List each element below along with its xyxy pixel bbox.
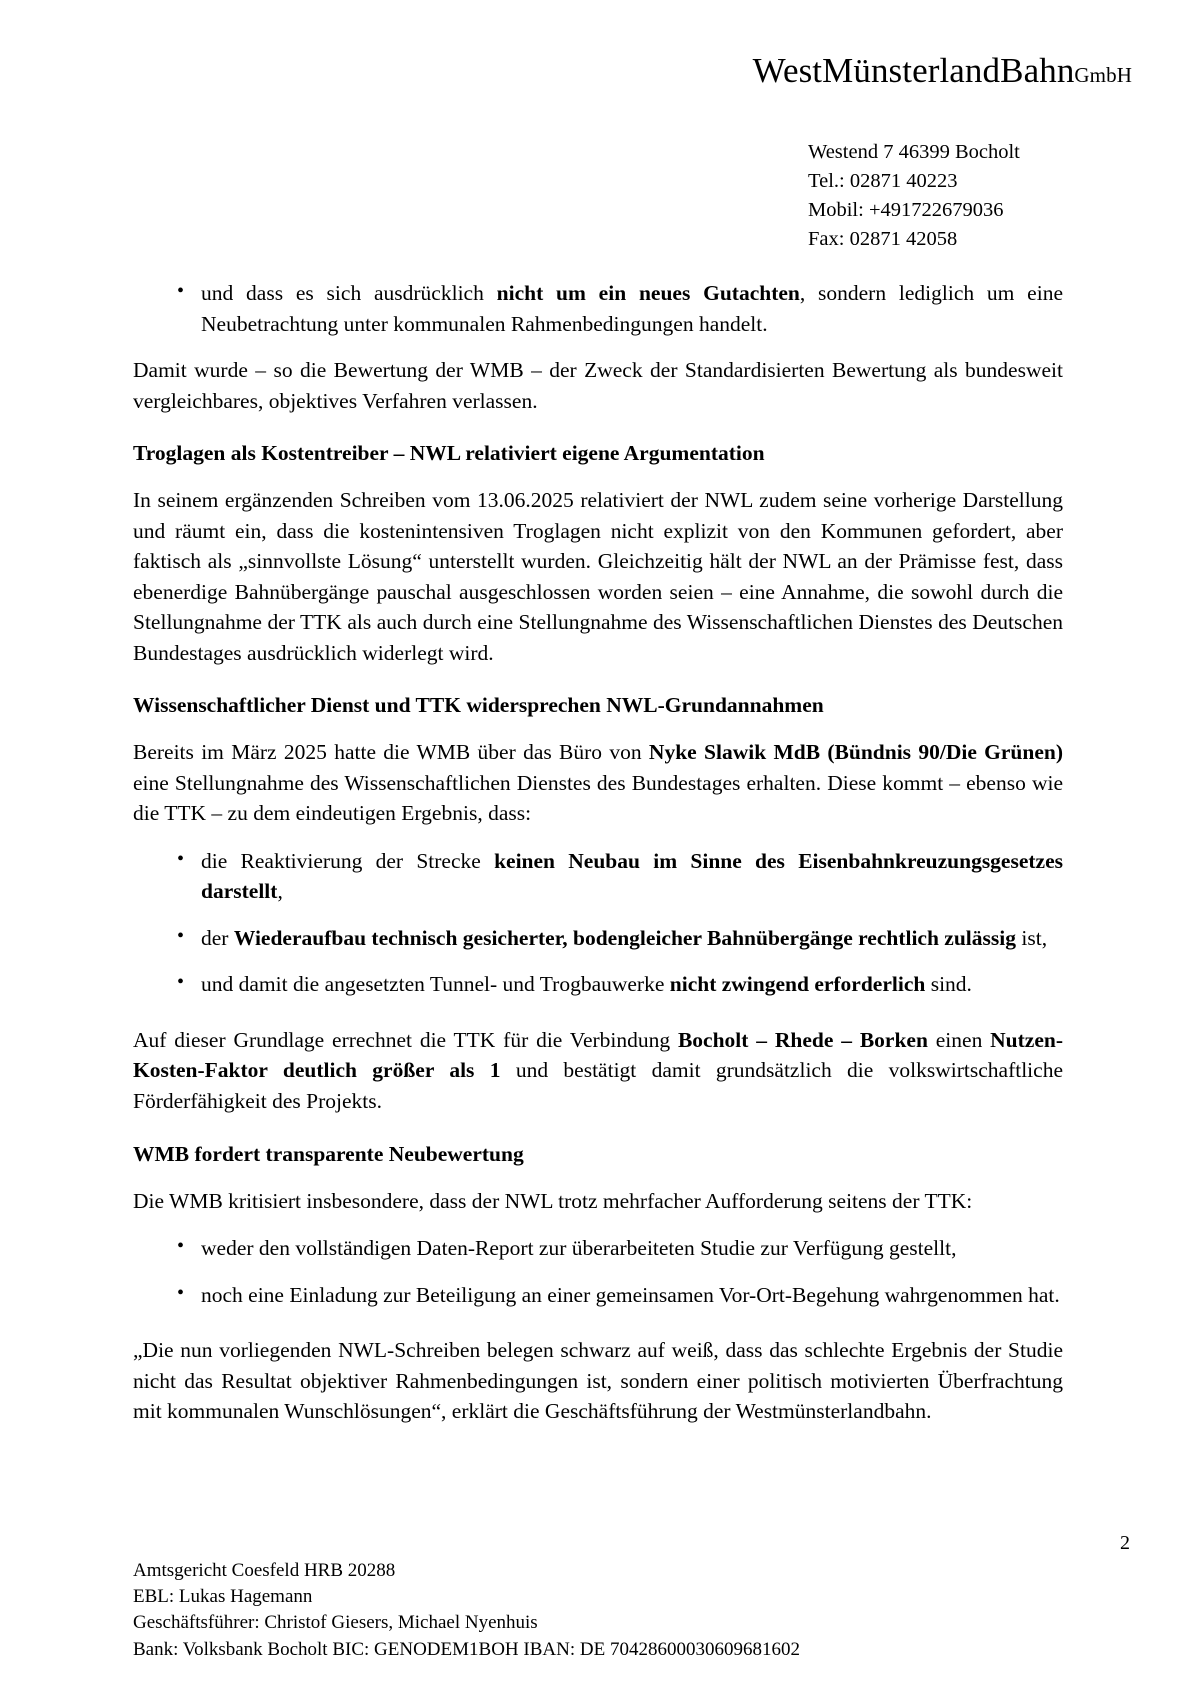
heading-wissenschaftlicher-dienst: Wissenschaftlicher Dienst und TTK widersprechen NWL-Grundannahmen bbox=[133, 693, 824, 718]
heading-troglagen: Troglagen als Kostentreiber – NWL relativiert eigene Argumentation bbox=[133, 441, 765, 466]
company-name-text: WestMünsterlandBahn bbox=[752, 51, 1075, 90]
footer bbox=[133, 1558, 800, 1663]
contact-fax: Fax: 02871 42058 bbox=[808, 228, 958, 251]
paragraph-bereits-lead: Bereits im März 2025 hatte die WMB über das Büro von bbox=[133, 740, 649, 765]
footer-management: Geschäftsführer: Christof Giesers, Michael Nyenhuis bbox=[133, 1612, 538, 1634]
document-body bbox=[133, 278, 1063, 1427]
list-item bbox=[185, 278, 1063, 339]
bullet-list-top bbox=[133, 278, 1063, 339]
ergebnis-1-lead: der bbox=[201, 925, 234, 950]
page-number: 2 bbox=[1120, 1532, 1130, 1554]
company-name bbox=[753, 52, 1132, 91]
paragraph-bereits-bold: Nyke Slawik MdB (Bündnis 90/Die Grünen) bbox=[648, 740, 1064, 765]
bullet-top-lead: und dass es sich ausdrücklich bbox=[201, 281, 497, 305]
contact-block bbox=[808, 138, 1020, 254]
list-item bbox=[185, 846, 1063, 907]
heading-wmb-neubewertung: WMB fordert transparente Neubewertung bbox=[133, 1141, 524, 1166]
ergebnis-0-lead: die Reaktivierung der Strecke bbox=[201, 848, 495, 873]
bullet-list-kritik bbox=[133, 1233, 1063, 1310]
paragraph-bereits-tail: eine Stellungnahme des Wissenschaftlichen Dienstes des Bundestages erhalten. Diese kommt – ebenso wie die TTK – zu dem eindeutigen Ergebnis, dass: bbox=[133, 770, 1063, 826]
spacer bbox=[133, 1326, 1063, 1335]
paragraph-troglagen: In seinem ergänzenden Schreiben vom 13.06.2025 relativiert der NWL zudem seine vorherige Darstellung und räumt ein, dass die kostenintensiven Troglagen nicht explizit von den Kommunen gefordert, aber faktisch als „sinnvollste Lösung“ unterstellt wurden. Gleichzeitig hält der NWL an der Prämisse fest, dass ebenerdige Bahnübergänge pauschal ausgeschlossen worden seien – eine Annahme, die sowohl durch die Stellungnahme der TTK als auch durch eine Stellungnahme des Wissenschaftlichen Dienstes des Deutschen Bundestages ausdrücklich widerlegt wird. bbox=[133, 488, 1063, 665]
bullet-top-tail: , sondern lediglich um eine Neubetrachtung unter kommunalen Rahmenbedingungen handelt. bbox=[201, 281, 1063, 336]
ergebnis-2-bold: nicht zwingend erforderlich bbox=[669, 972, 926, 997]
ergebnis-0-tail: , bbox=[277, 879, 283, 904]
paragraph-zitat: „Die nun vorliegenden NWL-Schreiben belegen schwarz auf weiß, dass das schlechte Ergebnis der Studie nicht das Resultat objektiver Rahmenbedingungen ist, sondern einer politisch motivierten Überfrachtung mit kommunalen Wunschlösungen“, erklärt die Geschäftsführung der Westmünsterlandbahn. bbox=[133, 1338, 1063, 1424]
footer-register: Amtsgericht Coesfeld HRB 20288 bbox=[133, 1560, 396, 1581]
grundlage-bold-verbindung: Bocholt – Rhede – Borken bbox=[677, 1027, 928, 1052]
list-item bbox=[185, 923, 1063, 954]
paragraph-grundlage bbox=[133, 1025, 1063, 1117]
paragraph-kritisiert: Die WMB kritisiert insbesondere, dass der NWL trotz mehrfacher Aufforderung seitens der TTK: bbox=[133, 1188, 973, 1213]
company-legal-form: GmbH bbox=[1074, 63, 1132, 87]
ergebnis-0-bold: keinen Neubau im Sinne des Eisenbahnkreuzungsgesetzes darstellt bbox=[201, 848, 1063, 904]
footer-bank: Bank: Volksbank Bocholt BIC: GENODEM1BOH IBAN: DE 70428600030609681602 bbox=[133, 1638, 800, 1660]
contact-address: Westend 7 46399 Bocholt bbox=[808, 141, 1020, 163]
bullet-list-ergebnis bbox=[133, 846, 1063, 1000]
ergebnis-1-tail: ist, bbox=[1016, 925, 1048, 950]
grundlage-lead: Auf dieser Grundlage errechnet die TTK für die Verbindung bbox=[133, 1027, 678, 1052]
list-item bbox=[185, 969, 1063, 1000]
list-item: • weder den vollständigen Daten-Report zur überarbeiteten Studie zur Verfügung gestellt, bbox=[185, 1233, 1063, 1264]
footer-ebl: EBL: Lukas Hagemann bbox=[133, 1586, 313, 1608]
ergebnis-2-lead: und damit die angesetzten Tunnel- und Trogbauwerke bbox=[201, 972, 670, 997]
list-item: • noch eine Einladung zur Beteiligung an einer gemeinsamen Vor-Ort-Begehung wahrgenommen hat. bbox=[185, 1280, 1063, 1311]
paragraph-bereits-maerz bbox=[133, 737, 1063, 829]
grundlage-bold-faktor: Nutzen-Kosten-Faktor deutlich größer als 1 bbox=[133, 1027, 1064, 1083]
letterhead bbox=[753, 52, 1132, 91]
grundlage-tail: und bestätigt damit grundsätzlich die volkswirtschaftliche Förderfähigkeit des Projekts. bbox=[133, 1058, 1063, 1113]
grundlage-mid: einen bbox=[927, 1027, 991, 1052]
contact-mobile: Mobil: +491722679036 bbox=[808, 199, 1004, 222]
contact-phone: Tel.: 02871 40223 bbox=[808, 170, 958, 193]
spacer bbox=[133, 1016, 1063, 1025]
bullet-top-bold: nicht um ein neues Gutachten bbox=[496, 281, 800, 305]
ergebnis-1-bold: Wiederaufbau technisch gesicherter, bodengleicher Bahnübergänge rechtlich zulässig bbox=[233, 925, 1016, 950]
paragraph-damit: Damit wurde – so die Bewertung der WMB – der Zweck der Standardisierten Bewertung als bundesweit vergleichbares, objektives Verfahren verlassen. bbox=[133, 358, 1063, 413]
ergebnis-2-tail: sind. bbox=[925, 972, 972, 997]
